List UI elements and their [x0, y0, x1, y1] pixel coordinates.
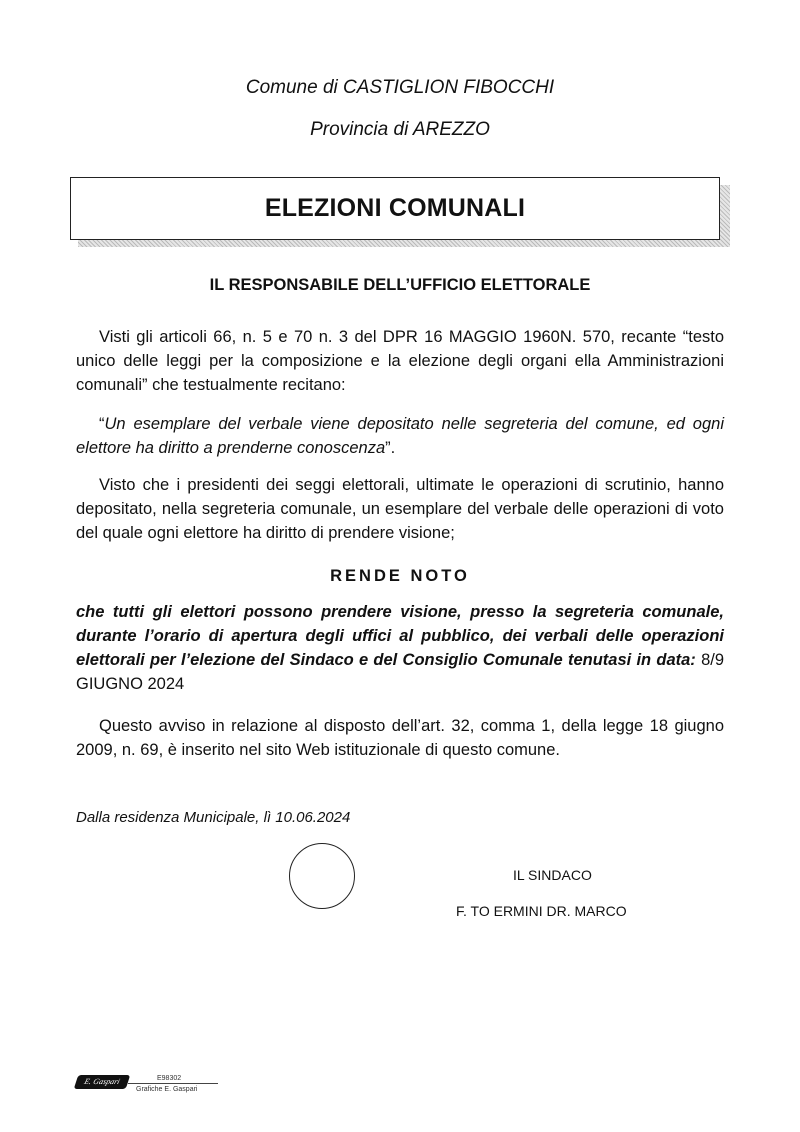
footer-rule [128, 1083, 218, 1084]
paragraph-articles: Visti gli articoli 66, n. 5 e 70 n. 3 del DPR 16 MAGGIO 1960N. 570, recante “testo unico delle leggi per la composizione e la elezione degli organi ella Amministrazioni comunali” che testualmente recitano: [76, 328, 724, 394]
paragraph-web-notice: Questo avviso in relazione al disposto dell’art. 32, comma 1, della legge 18 giugno 2009, n. 69, è inserito nel sito Web istituzionale di questo comune. [76, 717, 724, 759]
rende-noto-heading: RENDE NOTO [330, 567, 470, 585]
notice-bold-text: che tutti gli elettori possono prendere visione, presso la segreteria comunale, durante l’orario di apertura degli uffici al pubblico, dei verbali delle operazioni elettorali per l’elezione del Sindaco e del Consiglio Comunale tenutasi in data: [76, 603, 724, 669]
page-title: ELEZIONI COMUNALI [264, 194, 526, 222]
municipality-name: Comune di CASTIGLION FIBOCCHI [245, 77, 555, 98]
paragraph-presidents: Visto che i presidenti dei seggi elettorali, ultimate le operazioni di scrutinio, hanno depositato, nella segreteria comunale, un esemplare del verbale delle operazioni di voto del quale ogni elettore ha diritto di prendere visione; [76, 476, 724, 542]
place-date: Dalla residenza Municipale, lì 10.06.2024 [76, 809, 351, 826]
official-stamp [289, 843, 355, 909]
quote-text: Un esemplare del verbale viene depositato nelle segreteria del comune, ed ogni elettore ha diritto a prenderne conoscenza [76, 415, 724, 457]
printer-logo [74, 1075, 131, 1089]
title-box [70, 177, 720, 240]
printer-logo-text: E. Gaspari [83, 1077, 122, 1086]
quote-close: ”. [385, 439, 396, 457]
quote-open: “ [99, 415, 105, 433]
footer-printer: Grafiche E. Gaspari [136, 1086, 198, 1093]
signature-role: IL SINDACO [513, 867, 592, 883]
subtitle: IL RESPONSABILE DELL’UFFICIO ELETTORALE [209, 276, 591, 294]
footer-code: E98302 [157, 1075, 182, 1082]
signature-name: F. TO ERMINI DR. MARCO [456, 903, 627, 919]
notice-paragraph [76, 600, 724, 696]
quote-paragraph [76, 412, 724, 460]
province-name: Provincia di AREZZO [310, 119, 490, 140]
notice-date: 8/9 GIUGNO 2024 [76, 651, 725, 693]
